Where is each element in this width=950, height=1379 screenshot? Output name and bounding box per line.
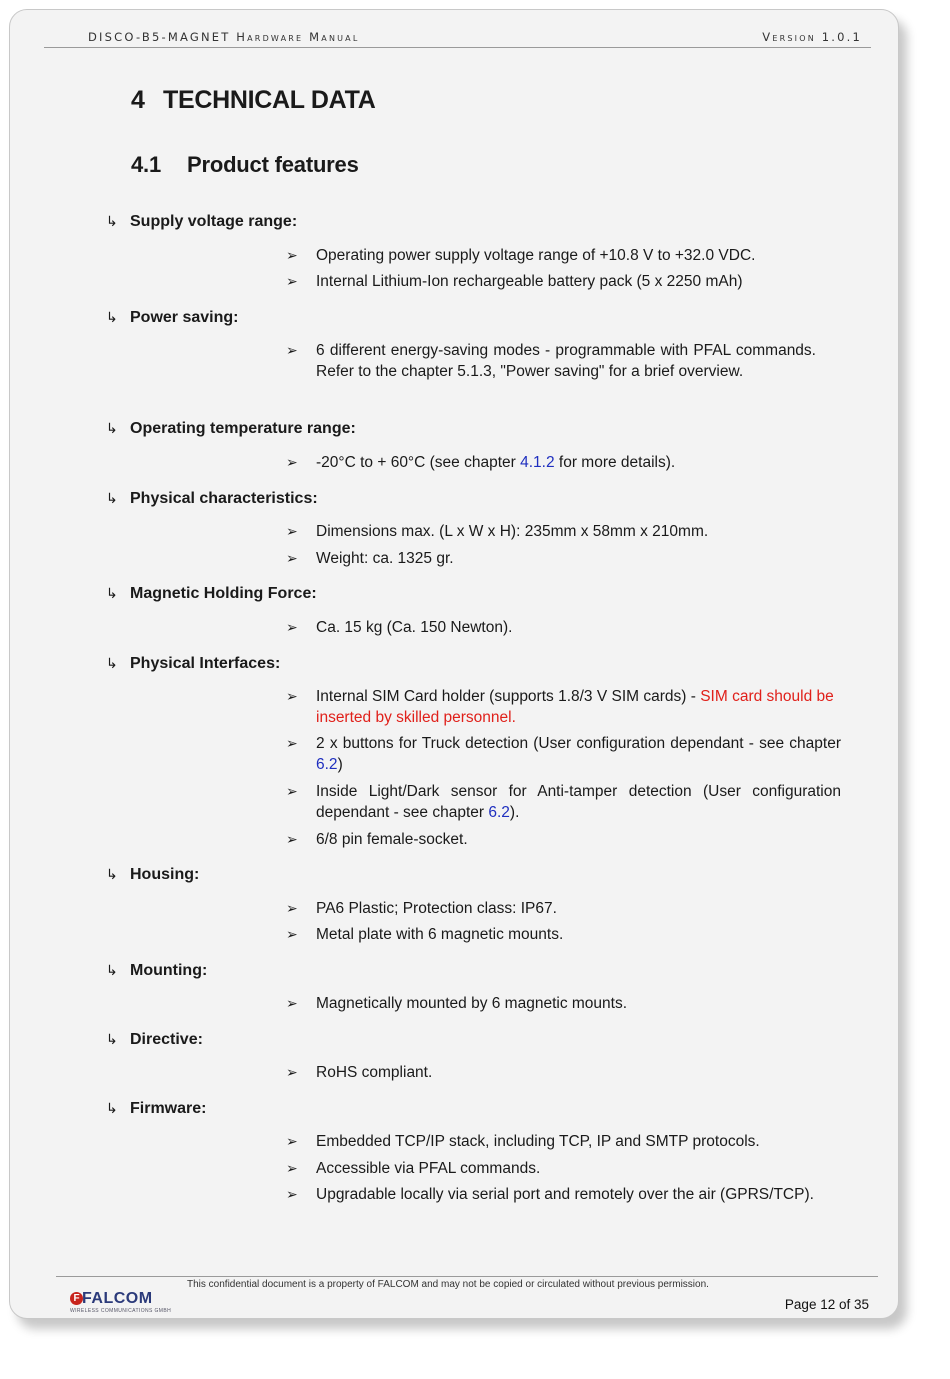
hook-arrow-icon: ↳ xyxy=(106,585,118,601)
arrowhead-bullet-icon: ➢ xyxy=(286,1133,298,1149)
arrowhead-bullet-icon: ➢ xyxy=(286,926,298,942)
arrowhead-bullet-icon: ➢ xyxy=(286,688,298,704)
hook-arrow-icon: ↳ xyxy=(106,490,118,506)
list-item: ➢ Operating power supply voltage range of +10.8 V to +32.0 VDC. xyxy=(286,247,756,264)
list-item: ➢ 6 different energy-saving modes - programmable with PFAL commands. Refer to the chapter 5.1.3, "Power saving" for a brief overview. xyxy=(286,342,816,380)
list-item: ➢ Inside Light/Dark sensor for Anti-tamper detection (User configuration dependant - see chapter 6.2). xyxy=(286,783,841,821)
arrowhead-bullet-icon: ➢ xyxy=(286,900,298,916)
feature-heading: ↳ Directive: xyxy=(106,1031,203,1048)
arrowhead-bullet-icon: ➢ xyxy=(286,1160,298,1176)
arrowhead-bullet-icon: ➢ xyxy=(286,831,298,847)
list-item: ➢ Upgradable locally via serial port and remotely over the air (GPRS/TCP). xyxy=(286,1186,814,1203)
feature-heading: ↳ Operating temperature range: xyxy=(106,420,356,437)
list-item: ➢ Metal plate with 6 magnetic mounts. xyxy=(286,926,564,943)
arrowhead-bullet-icon: ➢ xyxy=(286,342,298,358)
page-number: Page 12 of 35 xyxy=(784,1297,869,1312)
hook-arrow-icon: ↳ xyxy=(106,213,118,229)
running-header-version: Version 1.0.1 xyxy=(762,30,862,44)
feature-heading: ↳ Mounting: xyxy=(106,962,208,979)
arrowhead-bullet-icon: ➢ xyxy=(286,783,298,799)
confidentiality-note: This confidential document is a property of FALCOM and may not be copied or circulated without previous permission. xyxy=(187,1279,709,1290)
arrowhead-bullet-icon: ➢ xyxy=(286,735,298,751)
list-item: ➢ -20°C to + 60°C (see chapter 4.1.2 for more details). xyxy=(286,454,676,471)
list-item: ➢ Ca. 15 kg (Ca. 150 Newton). xyxy=(286,619,513,636)
falcom-logo: F FALCOM WIRELESS COMMUNICATIONS GMBH xyxy=(70,1290,172,1314)
chapter-link[interactable]: 6.2 xyxy=(316,756,338,773)
list-item: ➢ 2 x buttons for Truck detection (User configuration dependant - see chapter 6.2) xyxy=(286,735,841,773)
arrowhead-bullet-icon: ➢ xyxy=(286,550,298,566)
feature-heading: ↳ Magnetic Holding Force: xyxy=(106,585,317,602)
section-title: Product features xyxy=(187,152,359,177)
hook-arrow-icon: ↳ xyxy=(106,1031,118,1047)
feature-heading: ↳ Physical characteristics: xyxy=(106,490,318,507)
feature-heading: ↳ Physical Interfaces: xyxy=(106,655,281,672)
arrowhead-bullet-icon: ➢ xyxy=(286,1186,298,1202)
list-item: ➢ Internal SIM Card holder (supports 1.8/3 V SIM cards) - SIM card should be inserted by skilled personnel. xyxy=(286,688,834,726)
feature-heading: ↳ Firmware: xyxy=(106,1100,207,1117)
list-item: ➢ Magnetically mounted by 6 magnetic mounts. xyxy=(286,995,628,1012)
arrowhead-bullet-icon: ➢ xyxy=(286,1064,298,1080)
list-item: ➢ 6/8 pin female-socket. xyxy=(286,831,468,848)
feature-heading: ↳ Housing: xyxy=(106,866,200,883)
list-item: ➢ Weight: ca. 1325 gr. xyxy=(286,550,454,567)
list-item: ➢ Internal Lithium-Ion rechargeable battery pack (5 x 2250 mAh) xyxy=(286,273,743,290)
hook-arrow-icon: ↳ xyxy=(106,962,118,978)
arrowhead-bullet-icon: ➢ xyxy=(286,995,298,1011)
hook-arrow-icon: ↳ xyxy=(106,1100,118,1116)
footer-rule xyxy=(56,1276,878,1277)
chapter-heading xyxy=(131,86,375,115)
logo-mark-icon: F xyxy=(70,1292,83,1305)
arrowhead-bullet-icon: ➢ xyxy=(286,273,298,289)
arrowhead-bullet-icon: ➢ xyxy=(286,247,298,263)
list-item: ➢ RoHS compliant. xyxy=(286,1064,433,1081)
list-item: ➢ Dimensions max. (L x W x H): 235mm x 58mm x 210mm. xyxy=(286,523,709,540)
list-item: ➢ Embedded TCP/IP stack, including TCP, IP and SMTP protocols. xyxy=(286,1133,760,1150)
arrowhead-bullet-icon: ➢ xyxy=(286,454,298,470)
warning-text: SIM card should be inserted by skilled personnel. xyxy=(316,688,834,726)
running-header-title: DISCO-B5-MAGNET Hardware Manual xyxy=(88,30,360,44)
section-number: 4.1 xyxy=(131,152,161,177)
header-rule xyxy=(44,47,871,48)
chapter-number: 4 xyxy=(131,86,145,114)
feature-heading: ↳ Supply voltage range: xyxy=(106,213,298,230)
chapter-link[interactable]: 6.2 xyxy=(488,804,510,821)
list-item: ➢ Accessible via PFAL commands. xyxy=(286,1160,541,1177)
section-heading xyxy=(131,152,359,178)
hook-arrow-icon: ↳ xyxy=(106,866,118,882)
feature-heading: ↳ Power saving: xyxy=(106,309,239,326)
hook-arrow-icon: ↳ xyxy=(106,655,118,671)
chapter-title: TECHNICAL DATA xyxy=(163,86,376,114)
arrowhead-bullet-icon: ➢ xyxy=(286,619,298,635)
hook-arrow-icon: ↳ xyxy=(106,420,118,436)
chapter-link[interactable]: 4.1.2 xyxy=(520,454,555,471)
hook-arrow-icon: ↳ xyxy=(106,309,118,325)
arrowhead-bullet-icon: ➢ xyxy=(286,523,298,539)
list-item: ➢ PA6 Plastic; Protection class: IP67. xyxy=(286,900,557,917)
